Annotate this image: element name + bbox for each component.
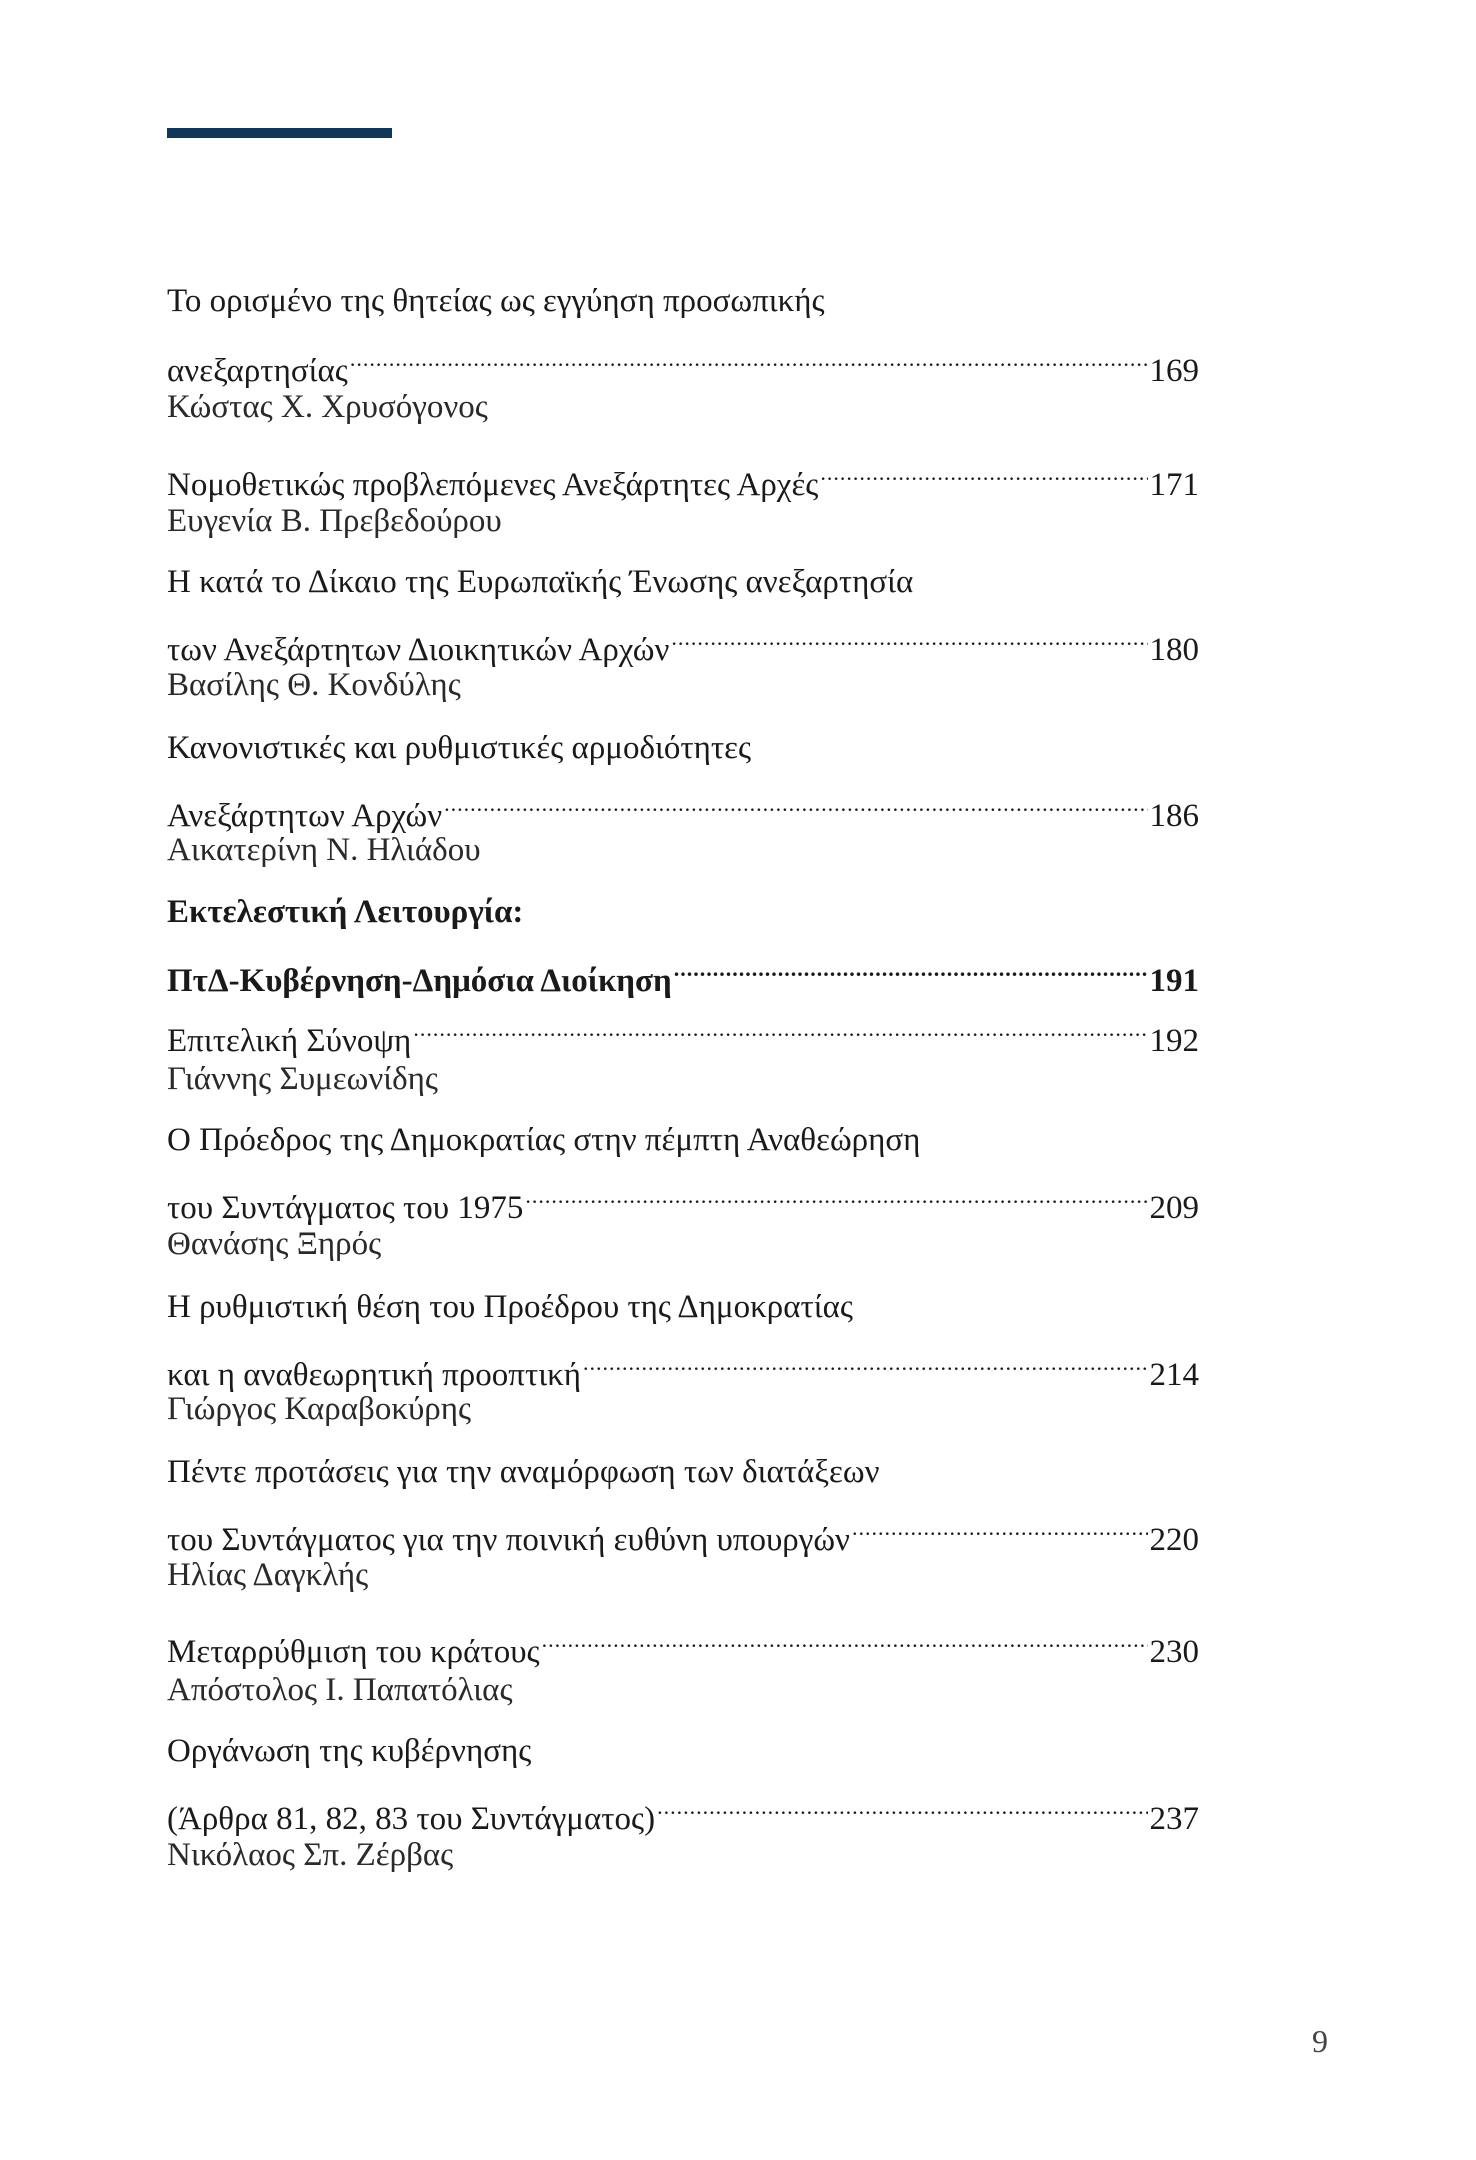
dot-leader: [542, 1610, 1148, 1662]
page-reference: 186: [1149, 798, 1199, 834]
entry-title-text: Νομοθετικώς προβλεπόμενες Ανεξάρτητες Αρχές: [167, 467, 819, 503]
dot-leader: [525, 1166, 1147, 1218]
entry-title-text: Το ορισμένο της θητείας ως εγγύηση προσωπικής: [167, 283, 825, 319]
toc-entry-author: [167, 1218, 1199, 1270]
page-number: 9: [1312, 2023, 1328, 2059]
entry-title-text: ανεξαρτησίας: [167, 353, 348, 389]
toc-entry-author: [167, 1549, 1199, 1601]
toc-entry-title-line[interactable]: [167, 722, 1199, 774]
section-heading-text: Εκτελεστική Λειτουργία:: [167, 894, 524, 930]
dot-leader: [444, 774, 1147, 826]
entry-title-text: Μεταρρύθμιση του κράτους: [167, 1634, 540, 1670]
page-reference: 230: [1149, 1634, 1199, 1670]
toc-entry-title-line[interactable]: [167, 999, 1199, 1059]
toc-entry-title-line[interactable]: [167, 1777, 1199, 1837]
entry-title-text: και η αναθεωρητική προοπτική: [167, 1357, 581, 1393]
dot-leader: [820, 443, 1147, 495]
toc-entry-title-line[interactable]: [167, 1610, 1199, 1670]
toc-entry-author: [167, 1664, 1199, 1716]
author-name: Θανάσης Ξηρός: [167, 1226, 382, 1262]
toc-entry-title-line[interactable]: [167, 608, 1199, 668]
toc-entry-author: [167, 381, 1199, 433]
toc-entry-title-line[interactable]: [167, 1166, 1199, 1226]
dot-leader: [671, 608, 1147, 660]
toc-entry-title-line[interactable]: [167, 1114, 1199, 1166]
toc-entry-author: [167, 659, 1199, 711]
page-reference: 214: [1149, 1357, 1199, 1393]
toc-entry-title-line[interactable]: [167, 774, 1199, 834]
entry-title-text: Ανεξάρτητων Αρχών: [167, 798, 443, 834]
dot-leader: [583, 1333, 1148, 1385]
section-heading-text: ΠτΔ-Κυβέρνηση-Δημόσια Διοίκηση: [167, 963, 672, 999]
author-name: Ηλίας Δαγκλής: [167, 1557, 369, 1593]
toc-entry-author: [167, 1383, 1199, 1435]
entry-title-text: Ο Πρόεδρος της Δημοκρατίας στην πέμπτη Αναθεώρηση: [167, 1122, 921, 1158]
toc-entry-title-line[interactable]: [167, 1446, 1199, 1498]
author-name: Αικατερίνη Ν. Ηλιάδου: [167, 832, 481, 868]
toc-entry-author: [167, 1829, 1199, 1881]
page-reference: 192: [1149, 1023, 1199, 1059]
toc-entry-title-line[interactable]: [167, 1498, 1199, 1558]
page-reference: 237: [1149, 1801, 1199, 1837]
entry-title-text: (Άρθρα 81, 82, 83 του Συντάγματος): [167, 1801, 656, 1837]
dot-leader: [413, 999, 1147, 1051]
toc-entry-title-line[interactable]: [167, 1333, 1199, 1393]
dot-leader: [657, 1777, 1147, 1829]
author-name: Ευγενία Β. Πρεβεδούρου: [167, 503, 502, 539]
entry-title-text: Η ρυθμιστική θέση του Προέδρου της Δημοκρατίας: [167, 1289, 853, 1325]
toc-entry-title-line[interactable]: [167, 443, 1199, 503]
page-reference: 191: [1149, 963, 1199, 999]
author-name: Νικόλαος Σπ. Ζέρβας: [167, 1837, 454, 1873]
toc-entry-title-line[interactable]: [167, 556, 1199, 608]
dot-leader: [674, 939, 1148, 991]
page-reference: 169: [1149, 353, 1199, 389]
entry-title-text: των Ανεξάρτητων Διοικητικών Αρχών: [167, 632, 670, 668]
author-name: Κώστας Χ. Χρυσόγονος: [167, 389, 488, 425]
dot-leader: [852, 1498, 1148, 1550]
entry-title-text: του Συντάγματος για την ποινική ευθύνη υπουργών: [167, 1522, 850, 1558]
toc-entry-author: [167, 824, 1199, 876]
author-name: Γιώργος Καραβοκύρης: [167, 1391, 472, 1427]
author-name: Βασίλης Θ. Κονδύλης: [167, 667, 461, 703]
toc-entry-author: [167, 1053, 1199, 1105]
entry-title-text: Επιτελική Σύνοψη: [167, 1023, 412, 1059]
toc-entry-title-line[interactable]: [167, 1281, 1199, 1333]
toc-section-heading-line[interactable]: [167, 886, 1199, 938]
toc-entry-title-line[interactable]: [167, 275, 1199, 327]
page-reference: 209: [1149, 1190, 1199, 1226]
entry-title-text: του Συντάγματος του 1975: [167, 1190, 524, 1226]
entry-title-text: Κανονιστικές και ρυθμιστικές αρμοδιότητες: [167, 730, 752, 766]
entry-title-text: Η κατά το Δίκαιο της Ευρωπαϊκής Ένωσης ανεξαρτησία: [167, 564, 914, 600]
toc-entry-author: [167, 495, 1199, 547]
entry-title-text: Πέντε προτάσεις για την αναμόρφωση των διατάξεων: [167, 1454, 880, 1490]
decorative-header-bar: [167, 128, 392, 138]
page-reference: 180: [1149, 632, 1199, 668]
page-reference: 171: [1149, 467, 1199, 503]
page-reference: 220: [1149, 1522, 1199, 1558]
author-name: Γιάννης Συμεωνίδης: [167, 1061, 438, 1097]
toc-entry-title-line[interactable]: [167, 329, 1199, 389]
toc-entry-title-line[interactable]: [167, 1725, 1199, 1777]
toc-section-heading-line[interactable]: [167, 939, 1199, 999]
dot-leader: [350, 329, 1148, 381]
author-name: Απόστολος Ι. Παπατόλιας: [167, 1672, 513, 1708]
entry-title-text: Οργάνωση της κυβέρνησης: [167, 1733, 532, 1769]
